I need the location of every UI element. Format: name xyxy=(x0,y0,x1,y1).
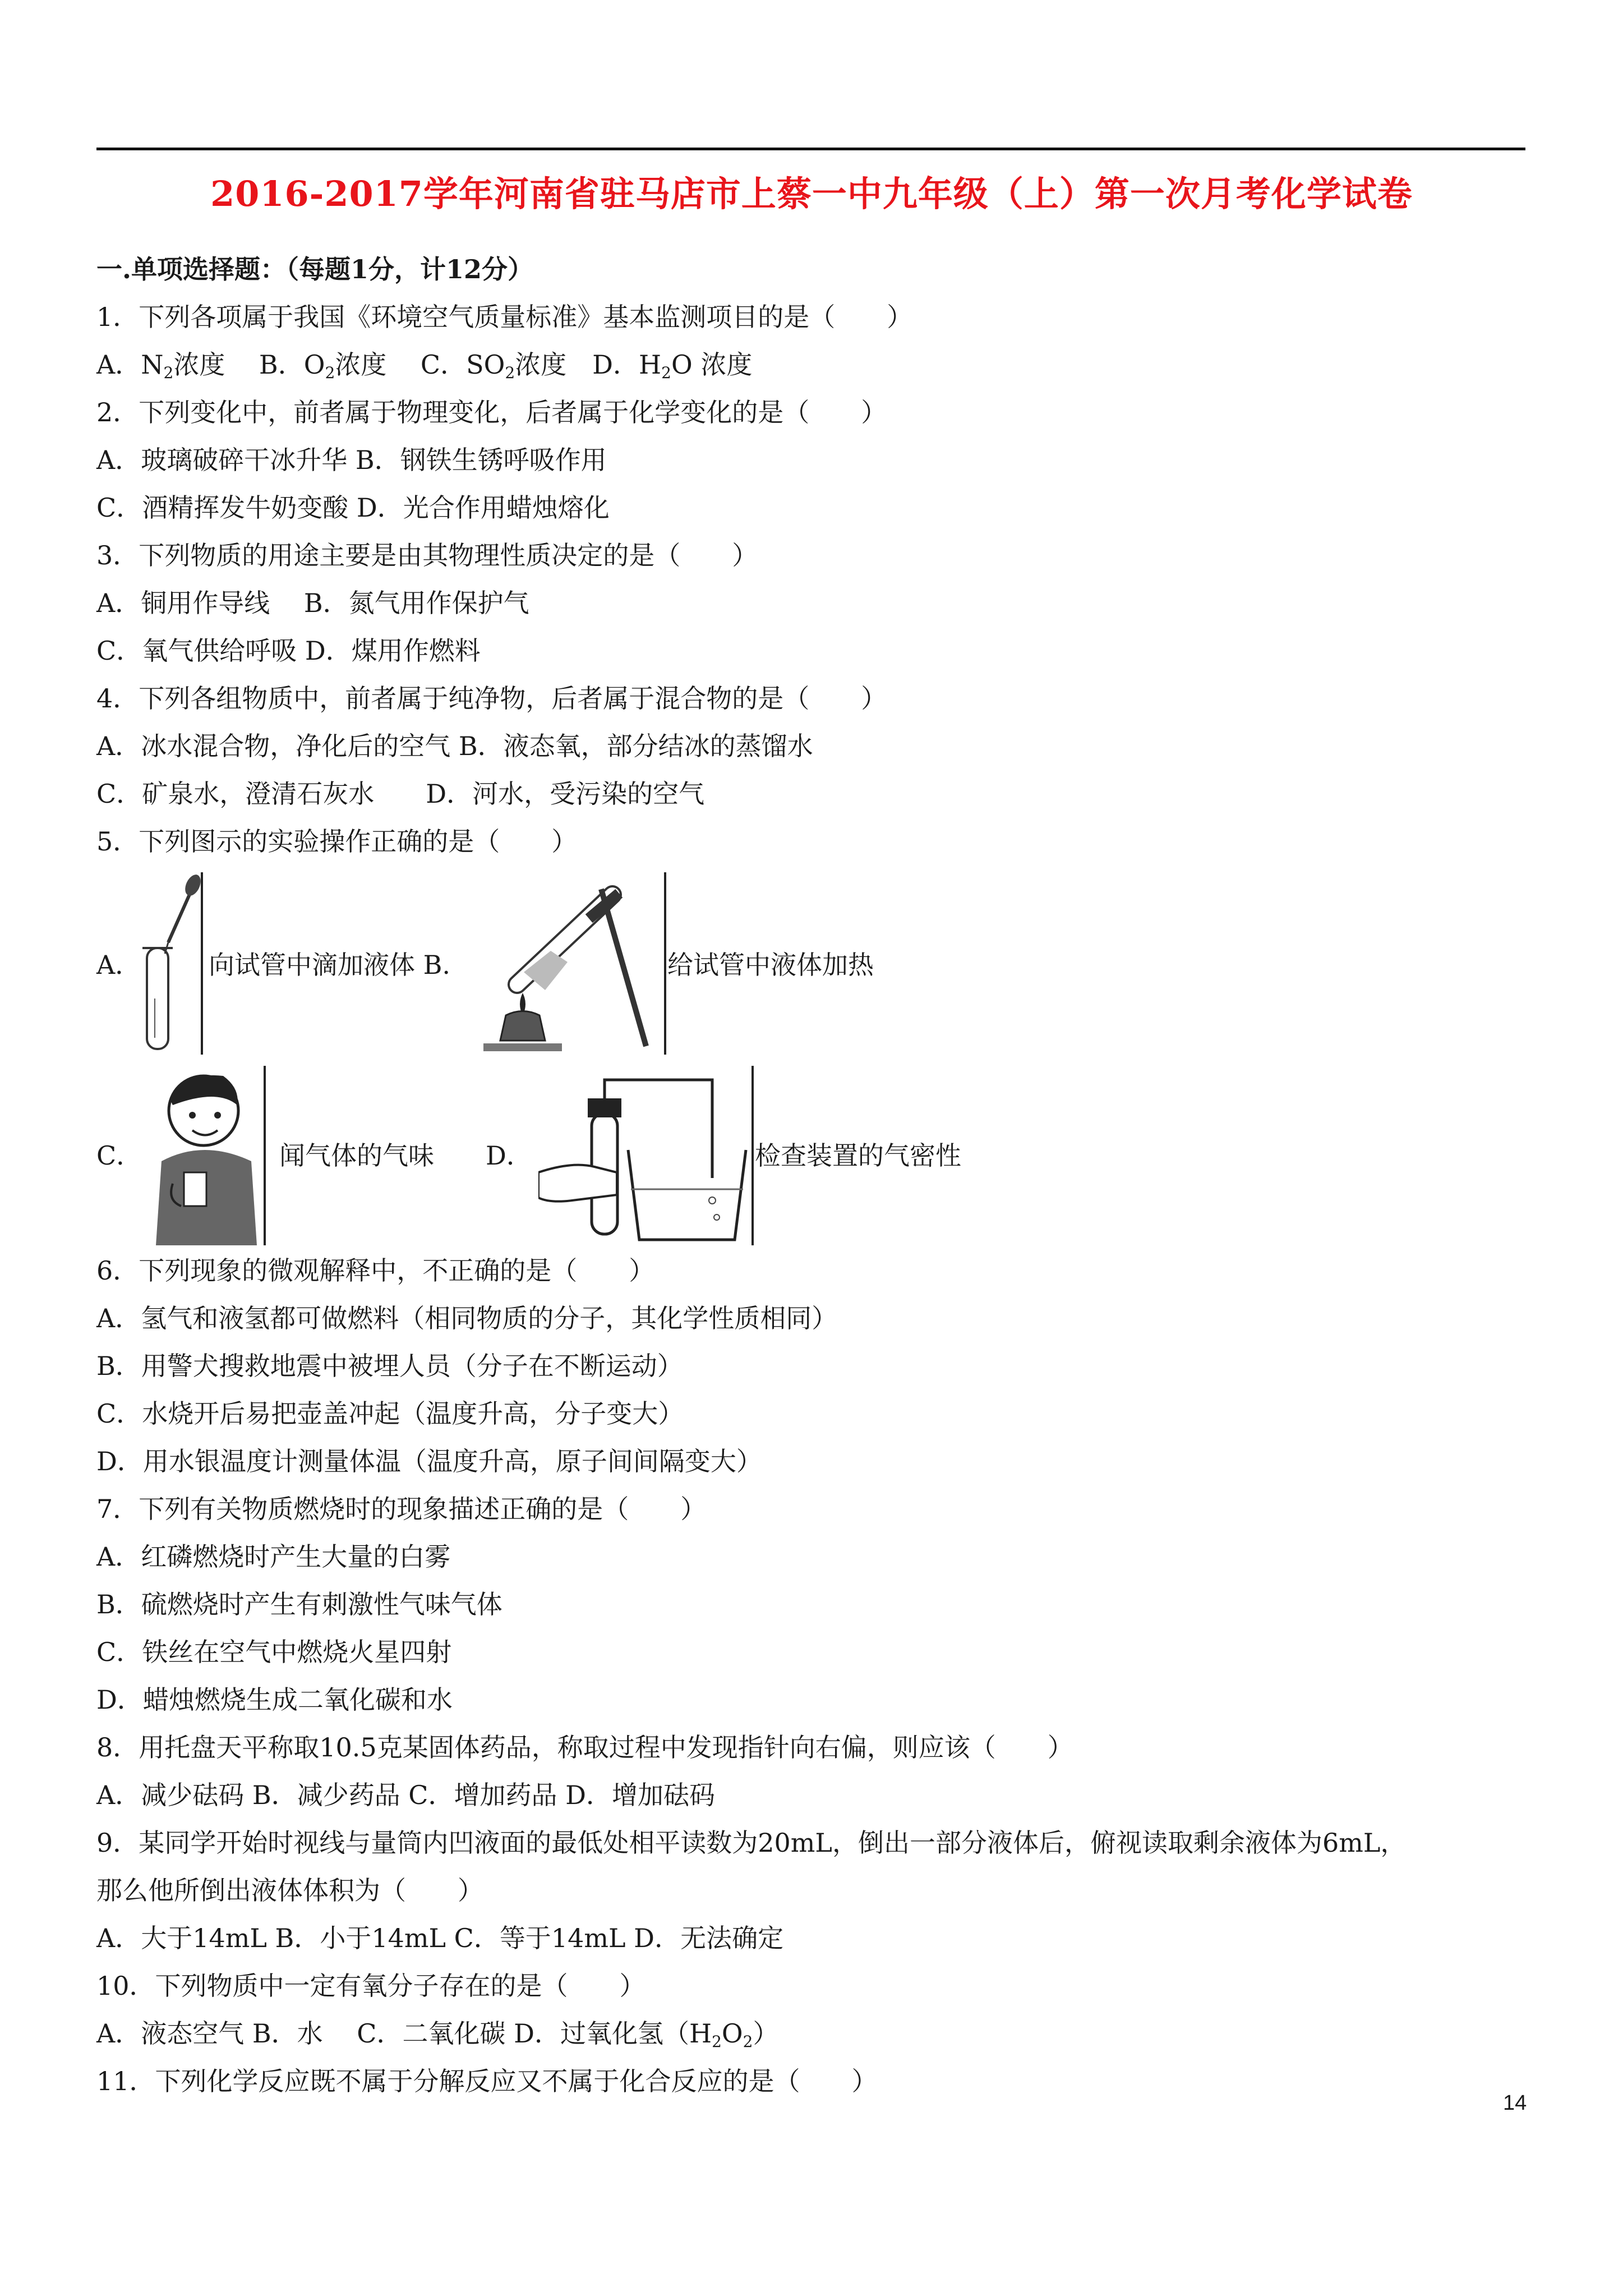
header-rule xyxy=(96,148,1525,150)
smelling-gas-figure xyxy=(139,1066,268,1245)
q7-option-d: D．蜡烛燃烧生成二氧化碳和水 xyxy=(96,1685,453,1715)
q6-option-a: A．氢气和液氢都可做燃料（相同物质的分子，其化学性质相同） xyxy=(96,1303,838,1333)
q5-option-b-text: 给试管中液体加热 xyxy=(667,950,874,980)
q6-option-b: B．用警犬搜救地震中被埋人员（分子在不断运动） xyxy=(96,1351,683,1381)
q8-options: A．减少砝码 B．减少药品 C．增加药品 D．增加砝码 xyxy=(96,1780,715,1810)
figure-d-divider xyxy=(751,1066,754,1245)
q8-stem: 8．用托盘天平称取10.5克某固体药品，称取过程中发现指针向右偏，则应该（ ） xyxy=(96,1732,1073,1763)
q4-stem: 4．下列各组物质中，前者属于纯净物，后者属于混合物的是（ ） xyxy=(96,683,887,714)
q10-options: A．液态空气 B．水 C．二氧化碳 D．过氧化氢$(H_2O_2)$ xyxy=(96,2018,779,2051)
q1-options: A．$N_2$浓度 B．$O_2$浓度 C．$SO_2$浓度 D．$H_2O$ 浓度 xyxy=(96,349,753,382)
q6-stem: 6．下列现象的微观解释中，不正确的是（ ） xyxy=(96,1255,655,1286)
q3-options-1: A．铜用作导线 B．氮气用作保护气 xyxy=(96,588,529,618)
airtightness-check-figure xyxy=(538,1066,754,1245)
section-heading: 一.单项选择题：（每题1分，计12分） xyxy=(96,254,534,284)
heating-test-tube-figure xyxy=(483,872,668,1055)
figure-b-divider xyxy=(664,872,666,1055)
q9-options: A．大于14mL B．小于14mL C．等于14mL D．无法确定 xyxy=(96,1923,784,1953)
q2-options-1: A．玻璃破碎干冰升华 B．钢铁生锈呼吸作用 xyxy=(96,445,607,475)
q5-option-a-text: 向试管中滴加液体 B. xyxy=(209,950,451,980)
q4-options-2: C．矿泉水，澄清石灰水 D．河水，受污染的空气 xyxy=(96,779,705,809)
page-number: 14 xyxy=(1503,2091,1527,2115)
q1-stem: 1．下列各项属于我国《环境空气质量标准》基本监测项目的是（ ） xyxy=(96,302,913,332)
q2-options-2: C．酒精挥发牛奶变酸 D．光合作用蜡烛熔化 xyxy=(96,493,610,523)
q4-options-1: A．冰水混合物，净化后的空气 B．液态氧，部分结冰的蒸馏水 xyxy=(96,731,813,761)
q3-stem: 3．下列物质的用途主要是由其物理性质决定的是（ ） xyxy=(96,540,758,570)
q5-option-c-label: C． xyxy=(96,1140,142,1171)
q7-option-a: A．红磷燃烧时产生大量的白雾 xyxy=(96,1542,451,1572)
dropper-test-tube-figure xyxy=(135,869,208,1055)
q7-stem: 7．下列有关物质燃烧时的现象描述正确的是（ ） xyxy=(96,1494,707,1524)
q6-option-d: D．用水银温度计测量体温（温度升高，原子间间隔变大） xyxy=(96,1446,762,1476)
q10-stem: 10．下列物质中一定有氧分子存在的是（ ） xyxy=(96,1971,645,2001)
q7-option-c: C．铁丝在空气中燃烧火星四射 xyxy=(96,1637,452,1667)
q6-option-c: C．水烧开后易把壶盖冲起（温度升高，分子变大） xyxy=(96,1398,684,1429)
q5-option-c-text: 闻气体的气味 D． xyxy=(279,1140,532,1171)
figure-c-divider xyxy=(264,1066,266,1245)
q11-stem: 11．下列化学反应既不属于分解反应又不属于化合反应的是（ ） xyxy=(96,2066,878,2096)
q5-option-d-text: 检查装置的气密性 xyxy=(755,1140,961,1171)
q7-option-b: B．硫燃烧时产生有刺激性气味气体 xyxy=(96,1589,502,1619)
q9-stem-1: 9．某同学开始时视线与量筒内凹液面的最低处相平读数为20mL，倒出一部分液体后，俯视读取剩余液体为6mL， xyxy=(96,1828,1407,1858)
q5-stem: 5．下列图示的实验操作正确的是（ ） xyxy=(96,826,578,857)
figure-a-divider xyxy=(201,872,203,1055)
page-title: 2016-2017学年河南省驻马店市上蔡一中九年级（上）第一次月考化学试卷 xyxy=(210,173,1413,214)
q3-options-2: C．氧气供给呼吸 D．煤用作燃料 xyxy=(96,636,481,666)
q2-stem: 2．下列变化中，前者属于物理变化，后者属于化学变化的是（ ） xyxy=(96,397,887,427)
q5-option-a-label: A． xyxy=(96,950,141,980)
q9-stem-2: 那么他所倒出液体体积为（ ） xyxy=(96,1875,483,1906)
